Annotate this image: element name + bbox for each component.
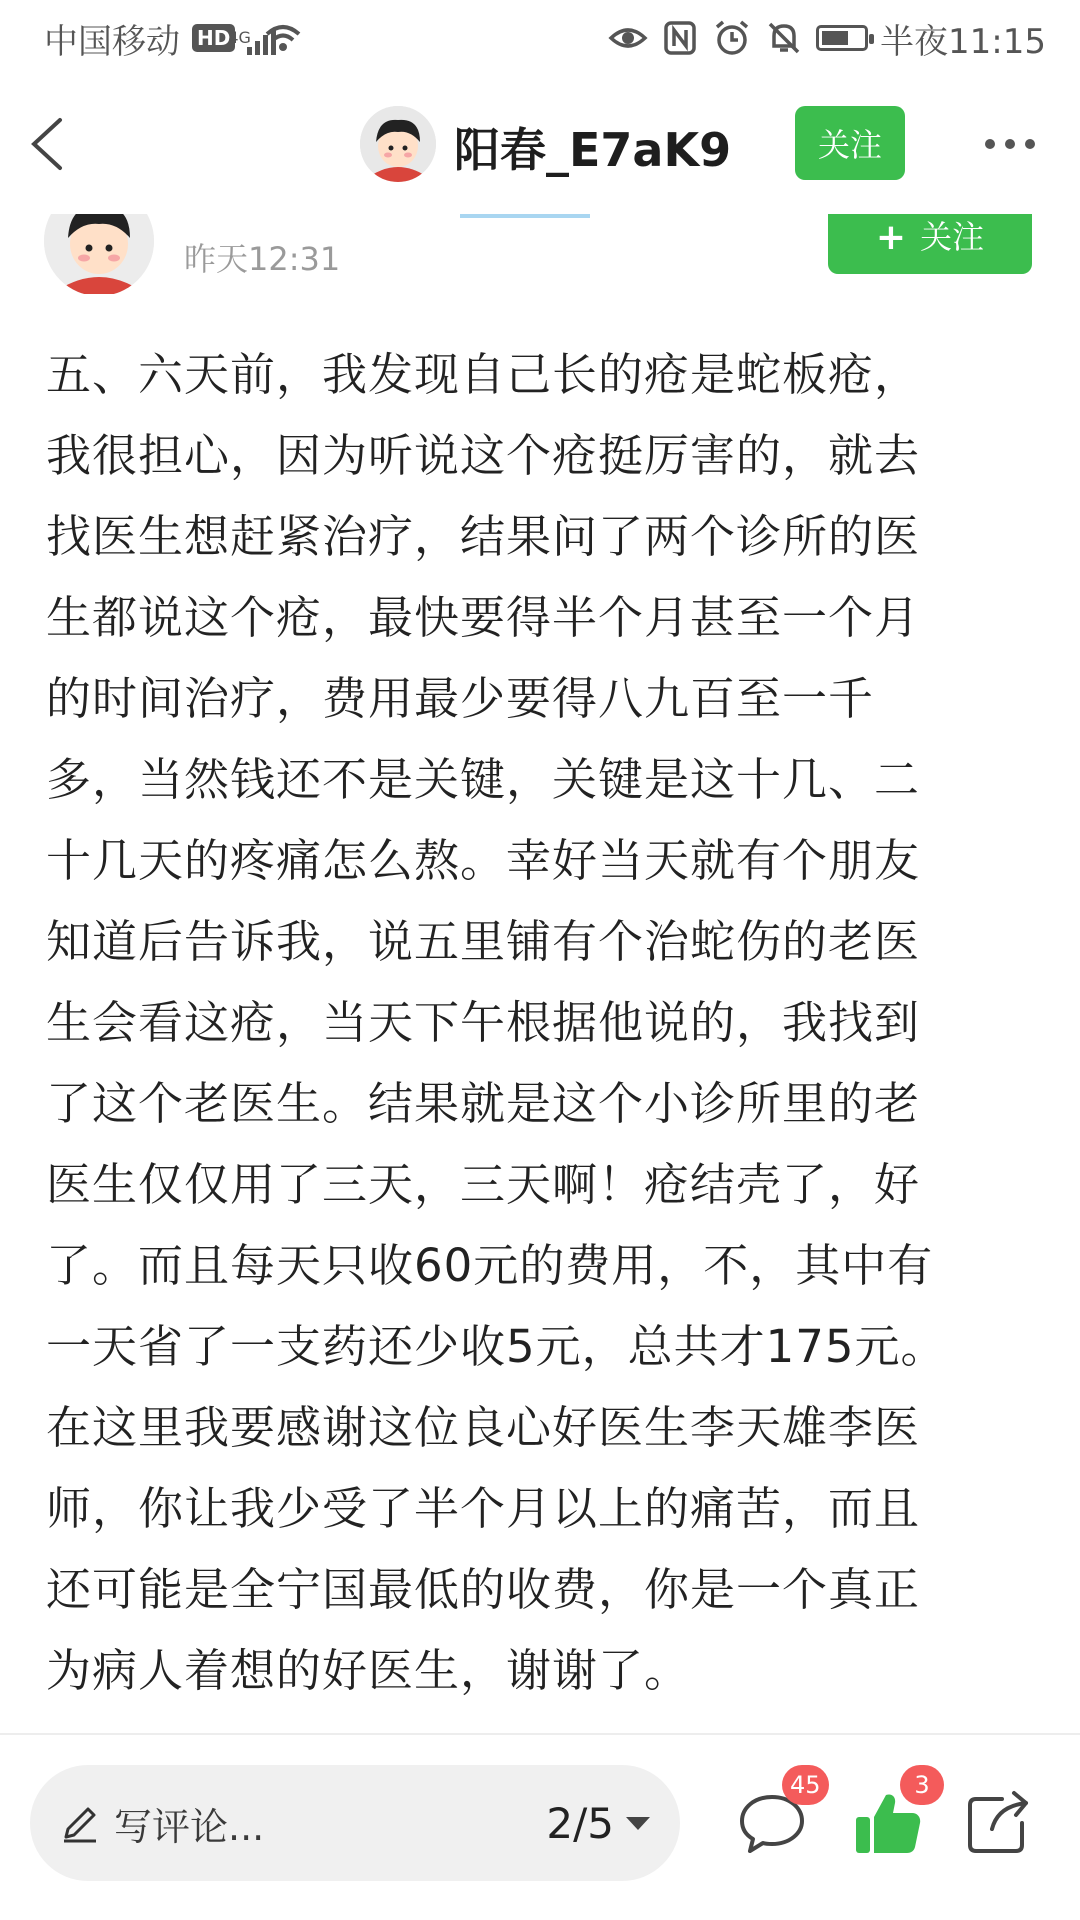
status-left — [44, 14, 303, 63]
post-line: 十几天的疼痛怎么熬。幸好当天就有个朋友 — [46, 834, 921, 887]
post-author-avatar[interactable] — [44, 214, 154, 294]
post-line: 师，你让我少受了半个月以上的痛苦，而且 — [46, 1482, 921, 1535]
network-type: 4G — [228, 27, 251, 47]
follow-button[interactable]: 关注 — [795, 106, 905, 180]
post-line: 一天省了一支药还少收5元，总共才175元。 — [46, 1320, 947, 1373]
more-options-icon[interactable] — [982, 132, 1038, 156]
status-bar — [0, 0, 1080, 76]
post-line: 还可能是全宁国最低的收费，你是一个真正 — [46, 1563, 921, 1616]
post-line: 为病人着想的好医生，谢谢了。 — [46, 1644, 691, 1697]
username-title: 阳春_E7aK9 — [454, 123, 732, 177]
page-selector[interactable] — [546, 1799, 650, 1848]
mute-icon — [764, 18, 804, 58]
post-line: 多，当然钱还不是关键，关键是这十几、二 — [46, 753, 921, 806]
page-number: 2/5 — [546, 1798, 614, 1848]
post-line: 了。而且每天只收60元的费用，不，其中有 — [46, 1239, 934, 1292]
comments-button[interactable] — [732, 1771, 821, 1863]
post-line: 我很担心，因为听说这个疮挺厉害的，就去 — [46, 429, 921, 482]
hd-badge: HD — [192, 24, 235, 52]
post-line: 医生仅仅用了三天，三天啊！疮结壳了，好 — [46, 1158, 921, 1211]
post-line: 生都说这个疮，最快要得半个月甚至一个月 — [46, 591, 921, 644]
nfc-icon — [660, 18, 700, 58]
share-button[interactable] — [958, 1783, 1038, 1863]
chevron-down-icon — [626, 1817, 650, 1830]
comment-count-badge: 45 — [782, 1765, 829, 1805]
author-name-underline — [460, 214, 590, 218]
like-button[interactable] — [848, 1771, 930, 1863]
eye-icon — [608, 18, 648, 58]
comment-input[interactable] — [30, 1765, 680, 1881]
like-count-badge: 3 — [900, 1765, 944, 1805]
bottom-action-bar — [0, 1735, 1080, 1920]
post-follow-button[interactable] — [828, 214, 1032, 274]
top-nav — [0, 76, 1080, 214]
wifi-icon — [263, 18, 303, 58]
post-line: 生会看这疮，当天下午根据他说的，我找到 — [46, 996, 921, 1049]
alarm-icon — [712, 18, 752, 58]
back-arrow-icon[interactable] — [20, 112, 84, 176]
post-timestamp: 昨天12:31 — [184, 240, 341, 278]
comment-placeholder: 写评论... — [114, 1804, 265, 1849]
carrier-name: 中国移动 — [44, 21, 180, 62]
clock: 半夜11:15 — [880, 21, 1046, 62]
post-line: 找医生想赶紧治疗，结果问了两个诊所的医 — [46, 510, 921, 563]
post-header — [0, 214, 1080, 294]
post-line: 五、六天前，我发现自己长的疮是蛇板疮， — [46, 348, 921, 401]
battery-icon — [816, 25, 868, 51]
post-follow-label: 关注 — [920, 218, 985, 256]
status-right — [608, 14, 1046, 63]
share-icon — [958, 1783, 1038, 1863]
pencil-icon — [60, 1803, 100, 1843]
post-line: 在这里我要感谢这位良心好医生李天雄李医 — [46, 1401, 921, 1454]
post-body — [46, 334, 1036, 1711]
plus-icon: + — [875, 217, 907, 258]
post-line: 的时间治疗，费用最少要得八九百至一千 — [46, 672, 875, 725]
user-avatar[interactable] — [360, 106, 436, 182]
post-line: 了这个老医生。结果就是这个小诊所里的老 — [46, 1077, 921, 1130]
post-line: 知道后告诉我，说五里铺有个治蛇伤的老医 — [46, 915, 921, 968]
